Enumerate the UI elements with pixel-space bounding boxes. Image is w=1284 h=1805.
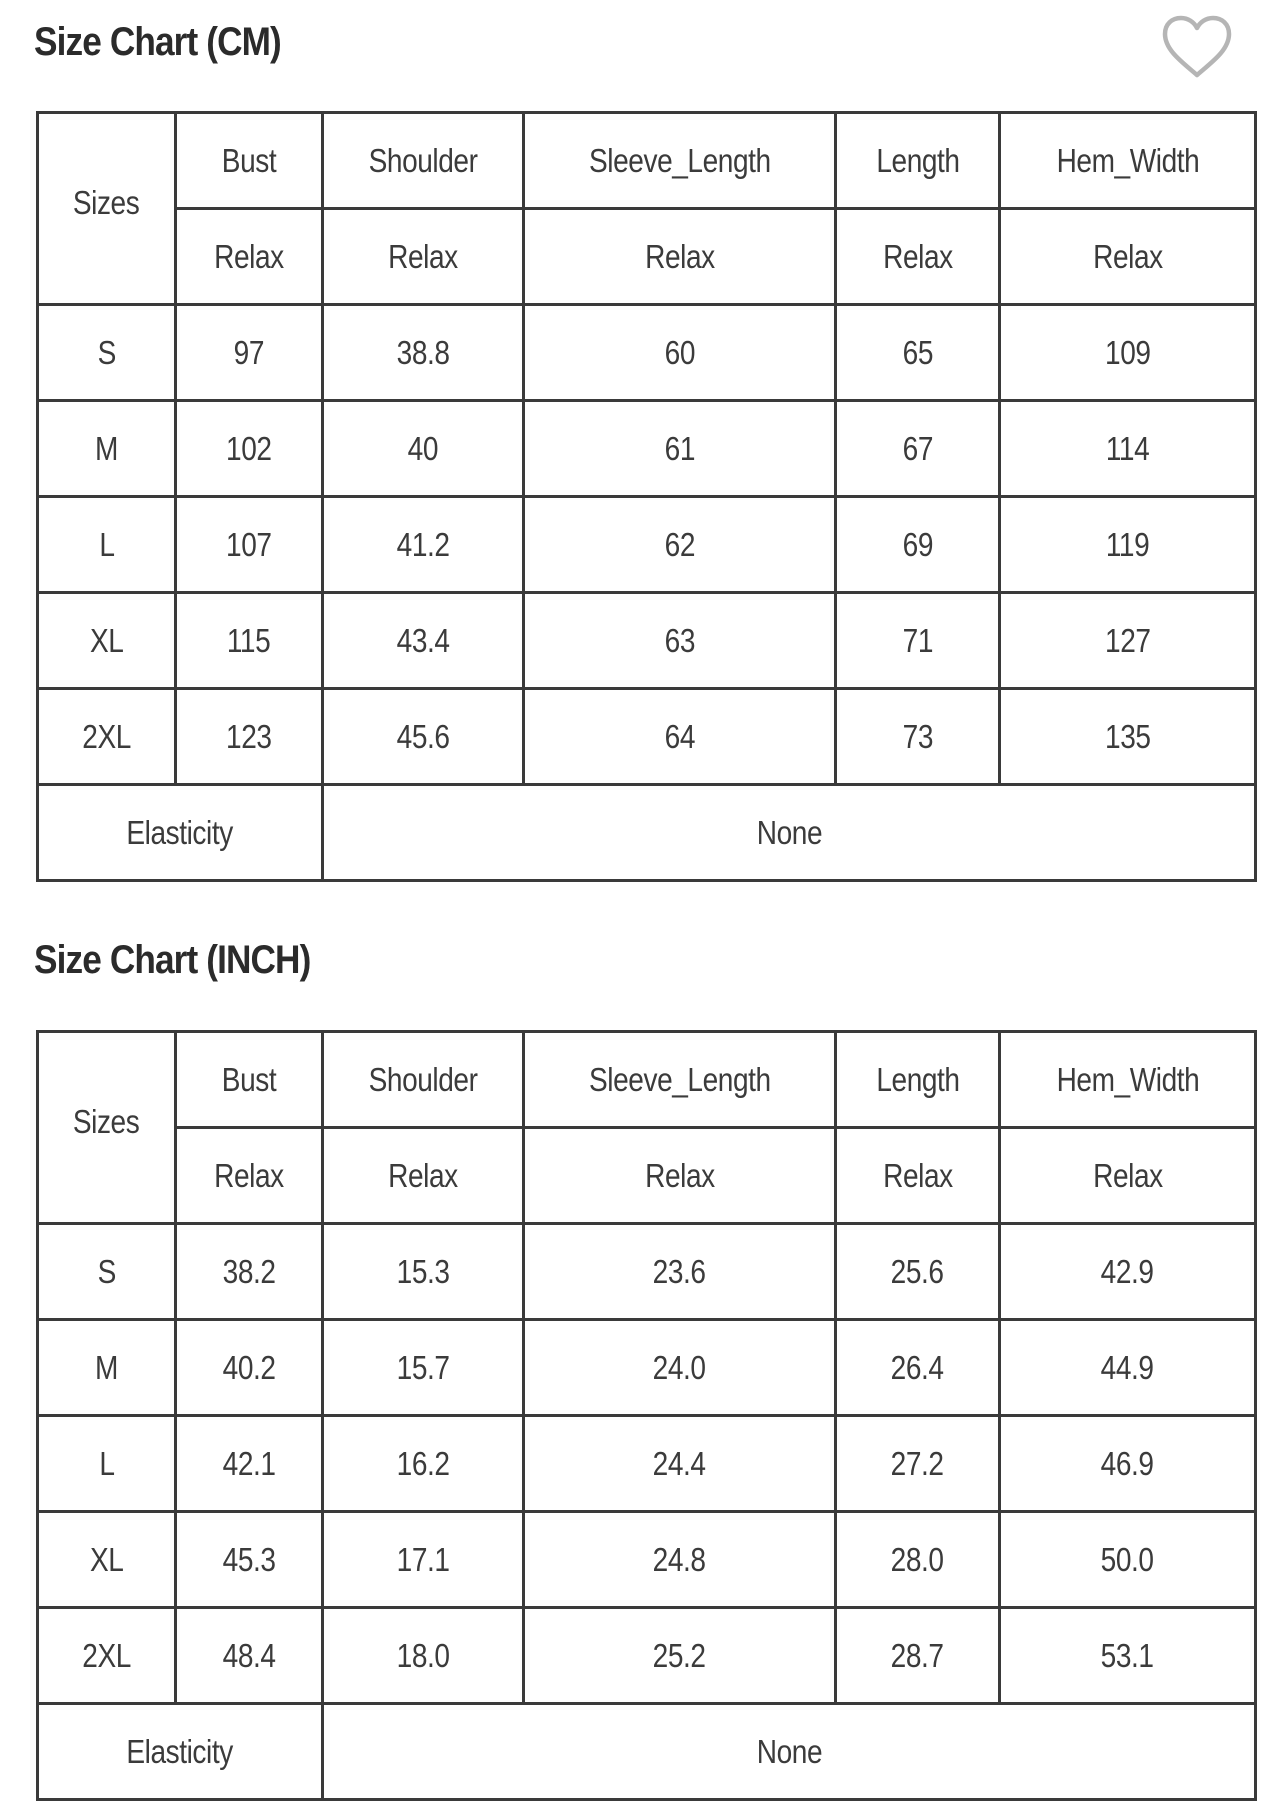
table-row xyxy=(38,1512,1256,1608)
size-label xyxy=(38,593,176,689)
column-subheader xyxy=(323,1128,524,1224)
measurement-cell-text: 18.0 xyxy=(396,1636,450,1674)
measurement-cell-text: 127 xyxy=(1104,621,1151,659)
column-subheader xyxy=(323,209,524,305)
measurement-cell-text: 15.3 xyxy=(396,1252,450,1290)
measurement-cell xyxy=(836,1224,1000,1320)
measurement-cell xyxy=(323,1416,524,1512)
column-header xyxy=(176,113,323,209)
measurement-cell-text: 73 xyxy=(902,717,933,755)
measurement-cell xyxy=(524,689,836,785)
column-header xyxy=(1000,1032,1256,1128)
column-header-text: Bust xyxy=(221,1060,277,1098)
subheader-row xyxy=(38,1128,1256,1224)
column-header-text: Sleeve_Length xyxy=(588,141,771,179)
size-label xyxy=(38,1320,176,1416)
column-subheader-text: Relax xyxy=(644,1156,715,1194)
size-label xyxy=(38,497,176,593)
measurement-cell-text: 62 xyxy=(664,525,695,563)
measurement-cell xyxy=(176,1608,323,1704)
measurement-cell-text: 23.6 xyxy=(653,1252,706,1290)
column-header-text: Bust xyxy=(221,141,277,179)
measurement-cell-text: 40 xyxy=(407,429,439,467)
sizes-header xyxy=(38,113,176,305)
column-subheader-text: Relax xyxy=(214,237,284,275)
column-header-text: Shoulder xyxy=(368,1060,478,1098)
elasticity-label xyxy=(38,785,323,881)
table-row xyxy=(38,1608,1256,1704)
table-row xyxy=(38,593,1256,689)
measurement-cell xyxy=(323,1224,524,1320)
measurement-cell xyxy=(524,1224,836,1320)
measurement-cell xyxy=(176,689,323,785)
size-chart-cm-title: Size Chart (CM) xyxy=(34,20,281,64)
measurement-cell xyxy=(836,497,1000,593)
measurement-cell-text: 135 xyxy=(1104,717,1151,755)
measurement-cell-text: 45.6 xyxy=(396,717,450,755)
table-row xyxy=(38,1416,1256,1512)
measurement-cell xyxy=(323,1320,524,1416)
size-label-text: M xyxy=(95,1348,118,1386)
measurement-cell-text: 38.8 xyxy=(396,333,450,371)
measurement-cell-text: 53.1 xyxy=(1101,1636,1154,1674)
measurement-cell xyxy=(836,1320,1000,1416)
column-subheader-text: Relax xyxy=(882,1156,953,1194)
heart-outline-icon xyxy=(1160,14,1234,80)
column-header xyxy=(524,113,836,209)
measurement-cell xyxy=(176,1320,323,1416)
column-subheader-text: Relax xyxy=(882,237,953,275)
column-header-text: Sleeve_Length xyxy=(588,1060,771,1098)
measurement-cell-text: 71 xyxy=(902,621,933,659)
elasticity-row xyxy=(38,785,1256,881)
measurement-cell-text: 114 xyxy=(1105,429,1150,467)
measurement-cell xyxy=(323,497,524,593)
measurement-cell xyxy=(836,1608,1000,1704)
size-label-text: L xyxy=(98,525,115,563)
measurement-cell-text: 60 xyxy=(664,333,695,371)
column-subheader xyxy=(836,1128,1000,1224)
measurement-cell-text: 61 xyxy=(664,429,695,467)
measurement-cell-text: 16.2 xyxy=(396,1444,450,1482)
measurement-cell xyxy=(176,401,323,497)
elasticity-value-text: None xyxy=(756,813,822,851)
measurement-cell-text: 26.4 xyxy=(891,1348,944,1386)
size-label xyxy=(38,1608,176,1704)
size-label-text: M xyxy=(95,429,118,467)
measurement-cell-text: 43.4 xyxy=(396,621,450,659)
measurement-cell-text: 38.2 xyxy=(222,1252,276,1290)
elasticity-value xyxy=(323,1704,1256,1800)
column-subheader xyxy=(176,209,323,305)
measurement-cell-text: 102 xyxy=(226,429,272,467)
measurement-cell xyxy=(1000,305,1256,401)
measurement-cell-text: 17.1 xyxy=(396,1540,450,1578)
measurement-cell xyxy=(836,593,1000,689)
column-subheader-text: Relax xyxy=(644,237,715,275)
measurement-cell-text: 107 xyxy=(226,525,272,563)
header-row xyxy=(38,1032,1256,1128)
table-row xyxy=(38,1320,1256,1416)
measurement-cell-text: 64 xyxy=(664,717,695,755)
measurement-cell-text: 48.4 xyxy=(222,1636,276,1674)
measurement-cell-text: 24.4 xyxy=(653,1444,706,1482)
measurement-cell-text: 50.0 xyxy=(1101,1540,1154,1578)
table-row xyxy=(38,305,1256,401)
measurement-cell-text: 46.9 xyxy=(1101,1444,1154,1482)
measurement-cell-text: 115 xyxy=(227,621,271,659)
size-label xyxy=(38,1416,176,1512)
measurement-cell xyxy=(323,1512,524,1608)
column-subheader-text: Relax xyxy=(214,1156,284,1194)
measurement-cell-text: 45.3 xyxy=(222,1540,276,1578)
size-label-text: XL xyxy=(89,1540,124,1578)
column-header-text: Hem_Width xyxy=(1056,141,1199,179)
column-header-text: Shoulder xyxy=(368,141,478,179)
measurement-cell-text: 25.6 xyxy=(891,1252,944,1290)
size-label-text: S xyxy=(97,1252,116,1290)
size-label-text: 2XL xyxy=(82,1636,131,1674)
measurement-cell-text: 27.2 xyxy=(891,1444,944,1482)
column-subheader xyxy=(1000,209,1256,305)
column-header xyxy=(1000,113,1256,209)
measurement-cell-text: 25.2 xyxy=(653,1636,706,1674)
column-header-text: Hem_Width xyxy=(1056,1060,1199,1098)
measurement-cell xyxy=(176,1416,323,1512)
measurement-cell xyxy=(524,305,836,401)
measurement-cell xyxy=(836,1416,1000,1512)
size-label-text: 2XL xyxy=(82,717,131,755)
column-header xyxy=(323,1032,524,1128)
size-chart-inch-title: Size Chart (INCH) xyxy=(34,938,311,982)
column-header xyxy=(836,113,1000,209)
measurement-cell xyxy=(524,1608,836,1704)
measurement-cell-text: 44.9 xyxy=(1101,1348,1154,1386)
measurement-cell-text: 119 xyxy=(1105,525,1150,563)
table-row xyxy=(38,1224,1256,1320)
measurement-cell xyxy=(524,1320,836,1416)
size-label-text: L xyxy=(98,1444,115,1482)
measurement-cell xyxy=(176,305,323,401)
elasticity-row xyxy=(38,1704,1256,1800)
measurement-cell xyxy=(524,497,836,593)
measurement-cell-text: 123 xyxy=(226,717,272,755)
size-label-text: S xyxy=(97,333,116,371)
measurement-cell-text: 40.2 xyxy=(222,1348,276,1386)
column-header xyxy=(524,1032,836,1128)
column-subheader xyxy=(176,1128,323,1224)
measurement-cell xyxy=(836,689,1000,785)
measurement-cell-text: 63 xyxy=(664,621,695,659)
table-row xyxy=(38,497,1256,593)
elasticity-value-text: None xyxy=(756,1732,822,1770)
measurement-cell xyxy=(524,1512,836,1608)
measurement-cell-text: 24.0 xyxy=(653,1348,706,1386)
measurement-cell xyxy=(524,593,836,689)
measurement-cell xyxy=(1000,689,1256,785)
measurement-cell-text: 69 xyxy=(902,525,933,563)
measurement-cell xyxy=(176,1512,323,1608)
column-subheader xyxy=(524,209,836,305)
measurement-cell xyxy=(836,1512,1000,1608)
measurement-cell xyxy=(1000,593,1256,689)
header-row xyxy=(38,113,1256,209)
favorite-heart-icon[interactable] xyxy=(1160,14,1234,80)
measurement-cell xyxy=(1000,1320,1256,1416)
measurement-cell xyxy=(524,1416,836,1512)
size-chart-inch-table xyxy=(36,1030,1257,1801)
measurement-cell xyxy=(524,401,836,497)
measurement-cell-text: 97 xyxy=(233,333,265,371)
subheader-row xyxy=(38,209,1256,305)
sizes-header xyxy=(38,1032,176,1224)
column-subheader xyxy=(1000,1128,1256,1224)
measurement-cell xyxy=(323,305,524,401)
measurement-cell xyxy=(323,401,524,497)
measurement-cell-text: 15.7 xyxy=(396,1348,450,1386)
column-subheader-text: Relax xyxy=(1092,237,1163,275)
elasticity-label-text: Elasticity xyxy=(126,813,234,851)
column-header xyxy=(176,1032,323,1128)
measurement-cell xyxy=(323,689,524,785)
table-row xyxy=(38,689,1256,785)
measurement-cell-text: 28.0 xyxy=(891,1540,944,1578)
measurement-cell xyxy=(323,593,524,689)
measurement-cell-text: 109 xyxy=(1104,333,1151,371)
size-label xyxy=(38,689,176,785)
column-header-text: Length xyxy=(875,141,960,179)
column-header xyxy=(323,113,524,209)
elasticity-label-text: Elasticity xyxy=(126,1732,234,1770)
measurement-cell xyxy=(1000,497,1256,593)
column-subheader-text: Relax xyxy=(388,237,458,275)
measurement-cell-text: 42.1 xyxy=(222,1444,276,1482)
measurement-cell-text: 41.2 xyxy=(396,525,450,563)
measurement-cell xyxy=(1000,1512,1256,1608)
measurement-cell xyxy=(323,1608,524,1704)
column-subheader xyxy=(524,1128,836,1224)
column-subheader xyxy=(836,209,1000,305)
sizes-header-text: Sizes xyxy=(73,1102,140,1140)
measurement-cell-text: 67 xyxy=(902,429,933,467)
size-chart-cm-table xyxy=(36,111,1257,882)
measurement-cell xyxy=(176,1224,323,1320)
column-header-text: Length xyxy=(875,1060,960,1098)
measurement-cell xyxy=(1000,1416,1256,1512)
elasticity-value xyxy=(323,785,1256,881)
measurement-cell-text: 42.9 xyxy=(1101,1252,1154,1290)
size-label xyxy=(38,305,176,401)
size-label xyxy=(38,1224,176,1320)
measurement-cell xyxy=(836,401,1000,497)
measurement-cell xyxy=(1000,401,1256,497)
measurement-cell xyxy=(176,593,323,689)
measurement-cell-text: 28.7 xyxy=(891,1636,944,1674)
elasticity-label xyxy=(38,1704,323,1800)
sizes-header-text: Sizes xyxy=(73,183,140,221)
measurement-cell xyxy=(1000,1224,1256,1320)
measurement-cell xyxy=(1000,1608,1256,1704)
table-row xyxy=(38,401,1256,497)
column-header xyxy=(836,1032,1000,1128)
size-label xyxy=(38,401,176,497)
column-subheader-text: Relax xyxy=(1092,1156,1163,1194)
size-label-text: XL xyxy=(89,621,124,659)
size-label xyxy=(38,1512,176,1608)
measurement-cell-text: 24.8 xyxy=(653,1540,706,1578)
measurement-cell xyxy=(176,497,323,593)
column-subheader-text: Relax xyxy=(388,1156,458,1194)
measurement-cell xyxy=(836,305,1000,401)
measurement-cell-text: 65 xyxy=(902,333,933,371)
